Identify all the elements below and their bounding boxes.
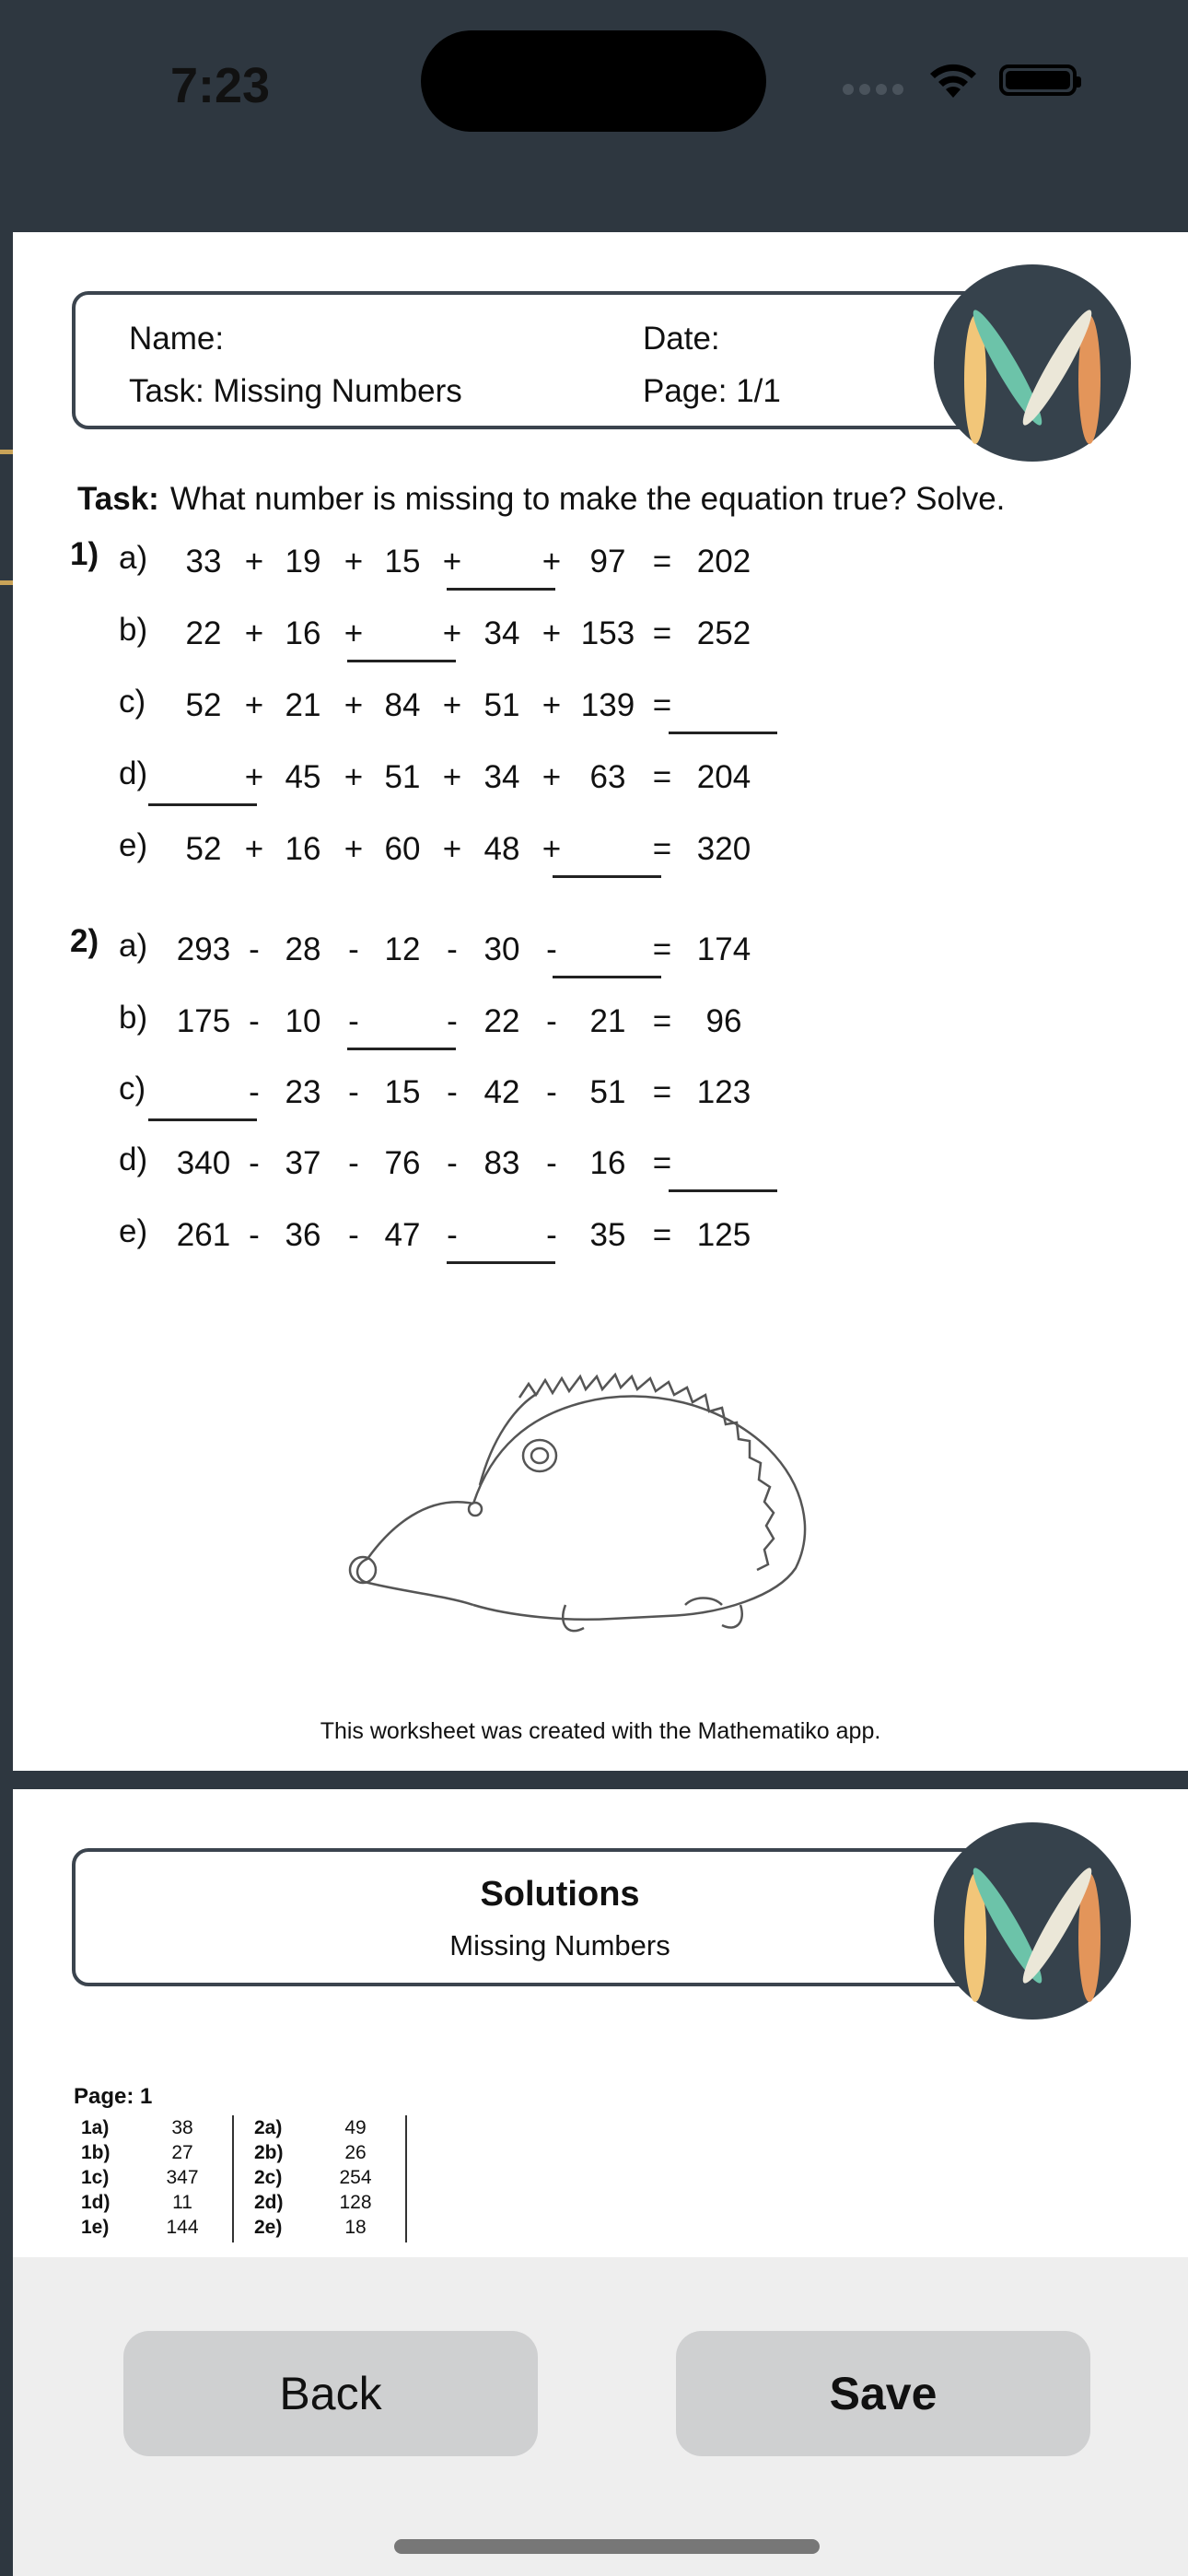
operand: 204 xyxy=(696,759,751,795)
task-instruction xyxy=(77,481,1005,518)
solutions-title: Solutions xyxy=(480,1875,640,1914)
solution-key: 2a) xyxy=(254,2117,283,2138)
operand: 60 xyxy=(384,831,421,867)
solution-value: 27 xyxy=(171,2142,193,2163)
operator: = xyxy=(652,1003,672,1039)
operand: 52 xyxy=(185,831,222,867)
operator: = xyxy=(652,1217,672,1253)
operator: = xyxy=(652,544,672,580)
operator: = xyxy=(652,831,672,867)
operand: 153 xyxy=(580,615,635,651)
operator: = xyxy=(652,1145,672,1181)
operand: 139 xyxy=(580,687,635,723)
problem-letter: a) xyxy=(119,540,148,576)
solution-key: 2d) xyxy=(254,2192,284,2213)
operator: - xyxy=(348,1217,359,1253)
problem-letter: d) xyxy=(119,755,148,791)
operand: 202 xyxy=(696,544,751,580)
worksheet-page xyxy=(13,232,1188,1771)
worksheet-footer-caption: This worksheet was created with the Mathematiko app. xyxy=(320,1718,881,1744)
operand: 51 xyxy=(589,1074,626,1110)
operator: - xyxy=(249,1074,260,1110)
operand: 42 xyxy=(483,1074,520,1110)
operand: 340 xyxy=(176,1145,231,1181)
operator: + xyxy=(442,831,462,867)
operator: - xyxy=(546,1145,557,1181)
operator: = xyxy=(652,931,672,967)
problem-letter: b) xyxy=(119,612,148,648)
operand: 47 xyxy=(384,1217,421,1253)
dynamic-island xyxy=(421,30,766,132)
operator: - xyxy=(348,1074,359,1110)
solution-key: 1e) xyxy=(81,2217,110,2238)
operand: 63 xyxy=(589,759,626,795)
solution-key: 1c) xyxy=(81,2167,110,2188)
operator: + xyxy=(442,687,462,723)
operand: 10 xyxy=(285,1003,321,1039)
background-divider xyxy=(0,450,13,454)
date-label: Date: xyxy=(643,321,720,357)
solutions-page xyxy=(13,1789,1188,2257)
solution-key: 1b) xyxy=(81,2142,111,2163)
operator: + xyxy=(442,544,462,580)
operand: 76 xyxy=(384,1145,421,1181)
operator: + xyxy=(442,759,462,795)
answer-blank[interactable] xyxy=(553,976,661,978)
solution-value: 254 xyxy=(339,2167,372,2188)
solution-value: 49 xyxy=(344,2117,367,2138)
operand: 34 xyxy=(483,759,520,795)
operand: 12 xyxy=(384,931,421,967)
solution-key: 2e) xyxy=(254,2217,283,2238)
operand: 33 xyxy=(185,544,222,580)
wifi-icon xyxy=(926,59,981,104)
operator: + xyxy=(244,544,264,580)
save-button[interactable]: Save xyxy=(676,2331,1090,2456)
battery-icon xyxy=(999,64,1077,96)
problem-letter: a) xyxy=(119,928,148,964)
solution-key: 1d) xyxy=(81,2192,111,2213)
operator: - xyxy=(348,1003,359,1039)
answer-blank[interactable] xyxy=(447,588,555,591)
task-text: What number is missing to make the equation true? Solve. xyxy=(169,481,1006,517)
operand: 22 xyxy=(483,1003,520,1039)
operand: 16 xyxy=(285,831,321,867)
column-divider xyxy=(405,2115,407,2242)
problem-letter: e) xyxy=(119,1213,148,1249)
operand: 16 xyxy=(589,1145,626,1181)
answer-blank[interactable] xyxy=(148,1118,257,1121)
page-number-label: Page: 1/1 xyxy=(643,373,781,409)
solution-value: 26 xyxy=(344,2142,367,2163)
hedgehog-illustration xyxy=(335,1329,869,1665)
operand: 174 xyxy=(696,931,751,967)
operand: 123 xyxy=(696,1074,751,1110)
worksheet-header-box xyxy=(72,291,1048,429)
mathematiko-logo xyxy=(934,1822,1131,2020)
operator: + xyxy=(244,759,264,795)
operand: 45 xyxy=(285,759,321,795)
operator: + xyxy=(542,831,562,867)
operator: + xyxy=(542,759,562,795)
task-heading: Task: xyxy=(77,481,159,517)
operator: + xyxy=(244,615,264,651)
section-number: 1) xyxy=(70,536,99,572)
solutions-subtitle: Missing Numbers xyxy=(449,1929,670,1961)
operand: 16 xyxy=(285,615,321,651)
operator: - xyxy=(447,1003,458,1039)
answer-blank[interactable] xyxy=(447,1261,555,1264)
answer-blank[interactable] xyxy=(669,732,777,734)
problem-letter: c) xyxy=(119,1071,146,1107)
column-divider xyxy=(232,2115,234,2242)
operand: 51 xyxy=(483,687,520,723)
operand: 52 xyxy=(185,687,222,723)
operand: 83 xyxy=(483,1145,520,1181)
problem-letter: d) xyxy=(119,1142,148,1177)
answer-blank[interactable] xyxy=(553,875,661,878)
operator: - xyxy=(546,931,557,967)
operator: = xyxy=(652,687,672,723)
answer-blank[interactable] xyxy=(148,803,257,806)
operator: = xyxy=(652,759,672,795)
solution-value: 144 xyxy=(166,2217,199,2238)
answer-blank[interactable] xyxy=(347,1048,456,1050)
bottom-action-bar xyxy=(13,2257,1188,2576)
operand: 293 xyxy=(176,931,231,967)
operator: - xyxy=(249,1217,260,1253)
operator: - xyxy=(447,1145,458,1181)
operator: - xyxy=(447,1217,458,1253)
solution-value: 18 xyxy=(344,2217,367,2238)
problem-letter: e) xyxy=(119,827,148,863)
operator: + xyxy=(344,615,364,651)
operator: - xyxy=(546,1003,557,1039)
operand: 19 xyxy=(285,544,321,580)
solution-value: 11 xyxy=(172,2192,192,2213)
operand: 36 xyxy=(285,1217,321,1253)
problem-letter: c) xyxy=(119,684,146,720)
task-title-label: Task: Missing Numbers xyxy=(129,373,462,409)
home-indicator[interactable] xyxy=(394,2539,820,2554)
operator: - xyxy=(546,1074,557,1110)
operand: 97 xyxy=(589,544,626,580)
answer-blank[interactable] xyxy=(669,1189,777,1192)
name-label: Name: xyxy=(129,321,225,357)
operand: 252 xyxy=(696,615,751,651)
section-number: 2) xyxy=(70,923,99,959)
problem-letter: b) xyxy=(119,1000,148,1036)
operator: + xyxy=(542,615,562,651)
answer-blank[interactable] xyxy=(347,660,456,662)
background-divider xyxy=(0,580,13,585)
operand: 15 xyxy=(384,1074,421,1110)
operand: 125 xyxy=(696,1217,751,1253)
operator: + xyxy=(244,831,264,867)
operator: + xyxy=(442,615,462,651)
operand: 28 xyxy=(285,931,321,967)
operand: 48 xyxy=(483,831,520,867)
operator: + xyxy=(344,687,364,723)
operand: 37 xyxy=(285,1145,321,1181)
operator: + xyxy=(344,759,364,795)
operator: - xyxy=(447,1074,458,1110)
operator: - xyxy=(546,1217,557,1253)
solution-key: 2b) xyxy=(254,2142,284,2163)
operator: - xyxy=(249,931,260,967)
operand: 84 xyxy=(384,687,421,723)
status-time: 7:23 xyxy=(170,58,271,113)
operand: 320 xyxy=(696,831,751,867)
solution-value: 128 xyxy=(339,2192,372,2213)
operand: 51 xyxy=(384,759,421,795)
operand: 261 xyxy=(176,1217,231,1253)
operator: + xyxy=(244,687,264,723)
operand: 96 xyxy=(705,1003,742,1039)
operand: 21 xyxy=(589,1003,626,1039)
operand: 15 xyxy=(384,544,421,580)
solutions-page-label: Page: 1 xyxy=(74,2084,153,2109)
solutions-header-box xyxy=(72,1848,1048,1986)
operator: - xyxy=(249,1003,260,1039)
solution-key: 1a) xyxy=(81,2117,110,2138)
operator: + xyxy=(344,831,364,867)
operator: - xyxy=(249,1145,260,1181)
operator: - xyxy=(348,1145,359,1181)
operator: - xyxy=(447,931,458,967)
operand: 35 xyxy=(589,1217,626,1253)
operand: 175 xyxy=(176,1003,231,1039)
cellular-signal-icon xyxy=(843,83,909,100)
back-button[interactable]: Back xyxy=(123,2331,538,2456)
operand: 34 xyxy=(483,615,520,651)
solution-value: 347 xyxy=(166,2167,199,2188)
operand: 23 xyxy=(285,1074,321,1110)
solution-value: 38 xyxy=(171,2117,193,2138)
operand: 21 xyxy=(285,687,321,723)
operator: - xyxy=(348,931,359,967)
operator: = xyxy=(652,1074,672,1110)
operator: = xyxy=(652,615,672,651)
operator: + xyxy=(344,544,364,580)
operator: + xyxy=(542,544,562,580)
operand: 22 xyxy=(185,615,222,651)
mathematiko-logo xyxy=(934,264,1131,462)
operator: + xyxy=(542,687,562,723)
operand: 30 xyxy=(483,931,520,967)
solution-key: 2c) xyxy=(254,2167,283,2188)
